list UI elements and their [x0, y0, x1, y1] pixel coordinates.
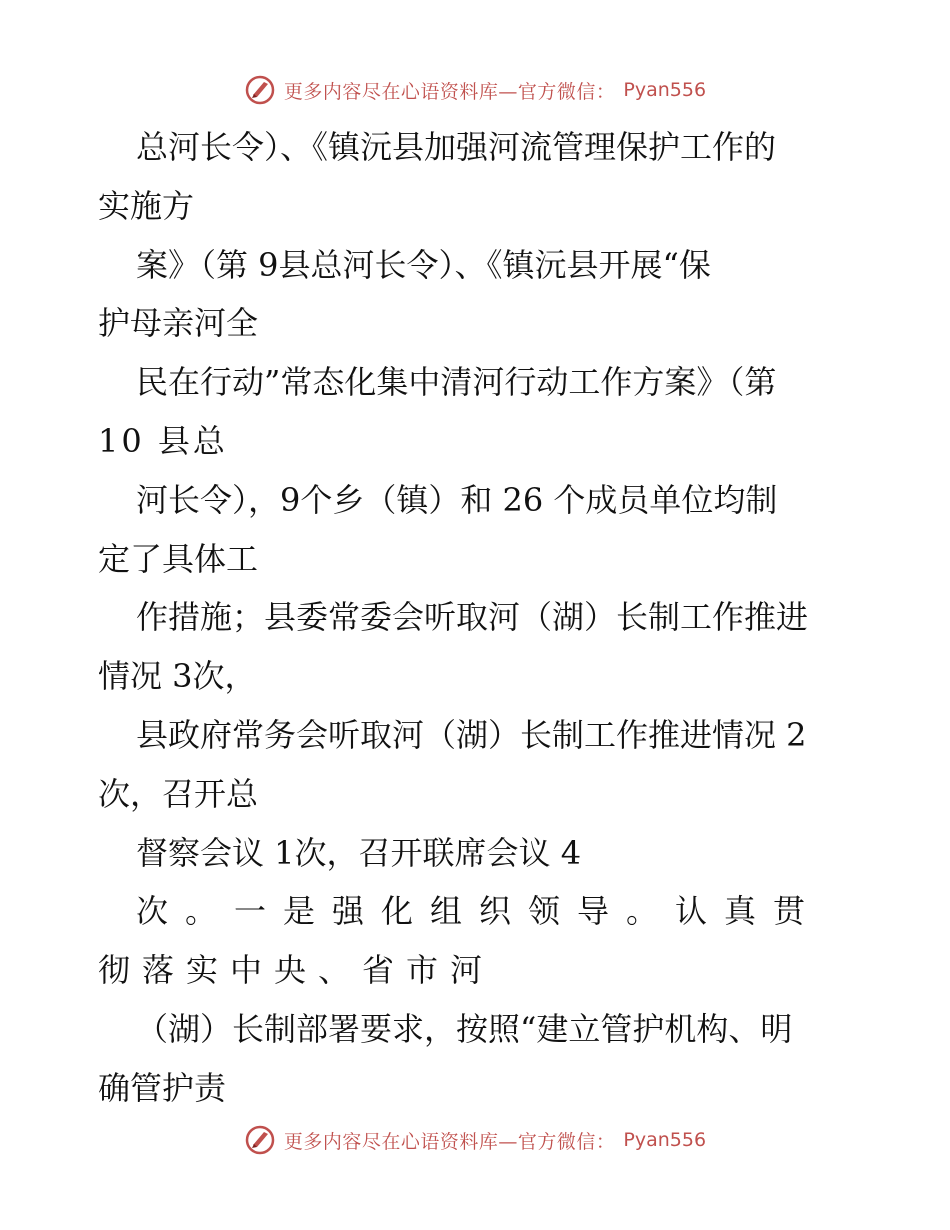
quill-seal-icon [244, 1124, 276, 1156]
body-line: 县政府常务会听取河（湖）长制工作推进情况 2 [136, 715, 807, 754]
banner-text: 更多内容尽在心语资料库—官方微信： [283, 80, 616, 103]
body-line: 督察会议 1次，召开联席会议 4 [136, 833, 582, 872]
body-line: 河长令），9个乡（镇）和 26 个成员单位均制 [136, 480, 778, 519]
body-line: （湖）长制部署要求，按照“建立管护机构、明 [136, 1009, 793, 1048]
body-line: 次，召开总 [98, 774, 259, 813]
banner-text: 更多内容尽在心语资料库—官方微信： [283, 1130, 616, 1153]
body-line: 案》（第 9县总河长令）、《镇沅县开展“保 [136, 245, 711, 284]
body-line: 10 县总 [98, 421, 228, 460]
wechat-id: Pyan556 [623, 79, 707, 101]
body-line: 作措施；县委常委会听取河（湖）长制工作推进 [136, 598, 809, 637]
body-line: 总河长令）、《镇沅县加强河流管理保护工作的 [136, 128, 777, 166]
body-line: 次。一是强化组织领导。认真贯 [136, 892, 823, 931]
body-line: 民在行动”常态化集中清河行动工作方案》（第 [136, 363, 777, 402]
body-line: 确管护责 [98, 1068, 227, 1107]
footer-banner [0, 1120, 950, 1160]
wechat-id: Pyan556 [623, 1129, 707, 1151]
document-body [98, 118, 858, 1118]
header-banner [0, 70, 950, 110]
body-line: 护母亲河全 [98, 304, 259, 343]
body-line: 情况 3次， [98, 657, 257, 696]
body-line: 彻落实中央、省市河 [98, 951, 495, 990]
body-line: 定了具体工 [98, 539, 259, 578]
quill-seal-icon [244, 74, 276, 106]
body-line: 实施方 [98, 186, 195, 225]
